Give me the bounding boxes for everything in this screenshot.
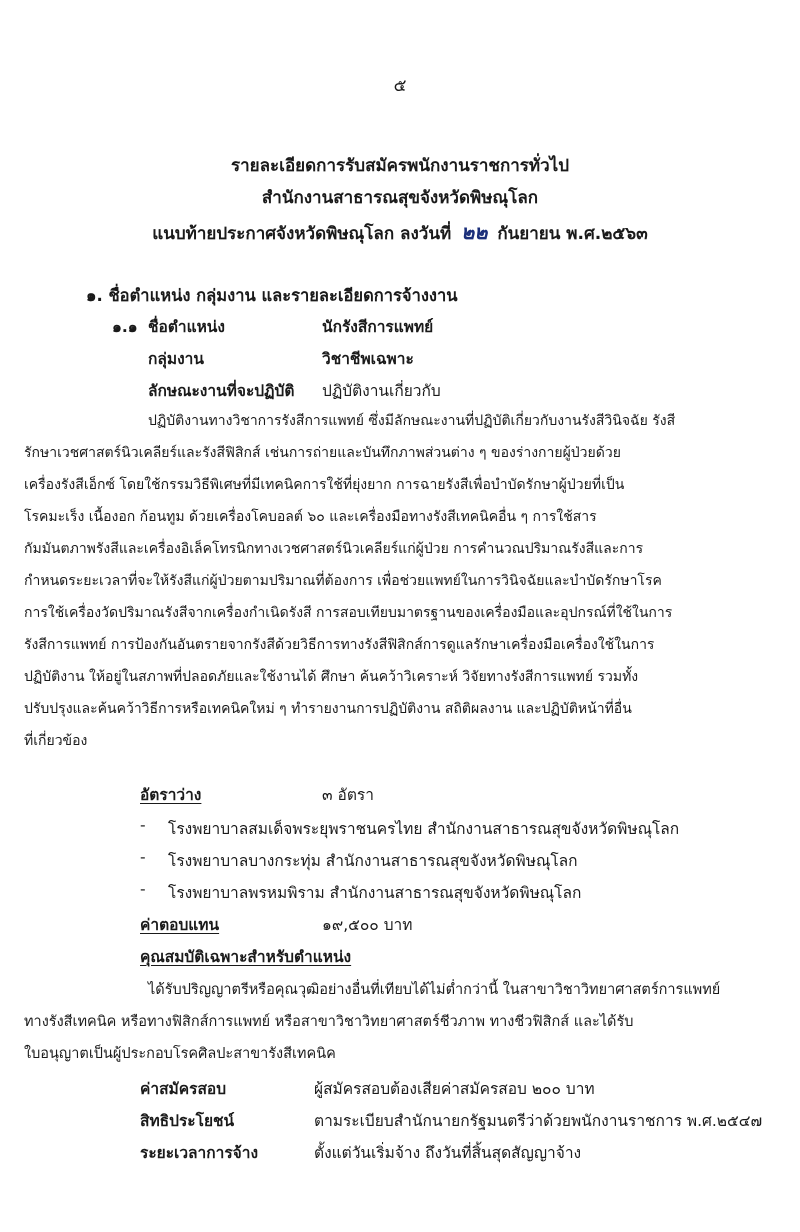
description-line: การใช้เครื่องวัดปริมาณรังสีจากเครื่องกำเนิดรังสี การสอบเทียบมาตรฐานของเครื่องมือและอุปกรณ์ที่ใช้ในการ: [24, 605, 673, 621]
vacancy-location: โรงพยาบาลสมเด็จพระยุพราชนครไทย สำนักงานสาธารณสุขจังหวัดพิษณุโลก: [168, 820, 680, 838]
description-line: รังสีการแพทย์ การป้องกันอันตรายจากรังสีด้วยวิธีการทางรังสีฟิสิกส์การดูแลรักษาเครื่องมือเครื่องใช้ในการ: [24, 637, 655, 653]
position-value: นักรังสีการแพทย์: [322, 318, 434, 336]
description-line: เครื่องรังสีเอ็กซ์ โดยใช้กรรมวิธีพิเศษที่มีเทคนิคการใช้ที่ยุ่งยาก การฉายรังสีเพื่อบำบัดรักษาผู้ป่วยที่เป็น: [24, 477, 625, 493]
description-line: ปฏิบัติงานทางวิชาการรังสีการแพทย์ ซึ่งมีลักษณะงานที่ปฏิบัติเกี่ยวกับงานรังสีวินิจฉัย รังสี: [148, 413, 676, 429]
header-date-prefix: แนบท้ายประกาศจังหวัดพิษณุโลก ลงวันที่: [152, 224, 452, 244]
description-line: กำหนดระยะเวลาที่จะให้รังสีแก่ผู้ป่วยตามปริมาณที่ต้องการ เพื่อช่วยแพทย์ในการวินิจฉัยและบำบัดรักษาโรค: [24, 573, 662, 589]
group-label: กลุ่มงาน: [148, 350, 204, 368]
description-line: โรคมะเร็ง เนื้องอก ก้อนทูม ด้วยเครื่องโคบอลต์ ๖๐ และเครื่องมือทางรังสีเทคนิคอื่น ๆ การใช้สาร: [24, 509, 597, 525]
bullet-mark: -: [140, 848, 146, 866]
duty-label: ลักษณะงานที่จะปฏิบัติ: [148, 382, 295, 400]
header-date-suffix: กันยายน พ.ศ.๒๕๖๓: [497, 224, 648, 244]
description-line: รักษาเวชศาสตร์นิวเคลียร์และรังสีฟิสิกส์ เช่นการถ่ายและบันทึกภาพส่วนต่าง ๆ ของร่างกายผู้ป่วยด้วย: [24, 445, 621, 461]
duty-value: ปฏิบัติงานเกี่ยวกับ: [322, 382, 441, 400]
subsection-number: ๑.๑: [112, 318, 138, 336]
position-label: ชื่อตำแหน่ง: [148, 318, 225, 336]
fee-label: ค่าสมัครสอบ: [140, 1080, 227, 1098]
handwritten-day: ๒๒: [461, 220, 488, 244]
bullet-mark: -: [140, 816, 146, 834]
salary-label: ค่าตอบแทน: [140, 916, 220, 934]
qualification-line: ได้รับปริญญาตรีหรือคุณวุฒิอย่างอื่นที่เทียบได้ไม่ต่ำกว่านี้ ในสาขาวิชาวิทยาศาสตร์การแพทย์: [148, 982, 721, 998]
benefit-label: สิทธิประโยชน์: [140, 1112, 235, 1130]
benefit-value: ตามระเบียบสำนักนายกรัฐมนตรีว่าด้วยพนักงานราชการ พ.ศ.๒๕๔๗: [314, 1112, 763, 1130]
bullet-mark: -: [140, 880, 146, 898]
term-label: ระยะเวลาการจ้าง: [140, 1144, 259, 1162]
salary-value: ๑๙,๕๐๐ บาท: [322, 916, 413, 934]
header-title-line1: รายละเอียดการรับสมัครพนักงานราชการทั่วไป: [230, 156, 570, 176]
vacancy-label: อัตราว่าง: [140, 786, 202, 804]
header-title-line2: สำนักงานสาธารณสุขจังหวัดพิษณุโลก: [261, 188, 539, 208]
qualification-line: ทางรังสีเทคนิค หรือทางฟิสิกส์การแพทย์ หรือสาขาวิชาวิทยาศาสตร์ชีวภาพ ทางชีวฟิสิกส์ และได้รับ: [24, 1014, 634, 1030]
description-line: ที่เกี่ยวข้อง: [24, 733, 88, 749]
group-value: วิชาชีพเฉพาะ: [322, 350, 414, 368]
description-line: กัมมันตภาพรังสีและเครื่องอิเล็คโทรนิกทางเวชศาสตร์นิวเคลียร์แก่ผู้ป่วย การคำนวณปริมาณรังสีและการ: [24, 541, 644, 557]
vacancy-location: โรงพยาบาลพรหมพิราม สำนักงานสาธารณสุขจังหวัดพิษณุโลก: [168, 884, 582, 902]
description-line: ปรับปรุงและค้นคว้าวิธีการหรือเทคนิคใหม่ ๆ ทำรายงานการปฏิบัติงาน สถิติผลงาน และปฏิบัติหน้าที่อื่น: [24, 701, 632, 717]
header-title-line3: [0, 216, 800, 248]
page-number: ๕: [393, 76, 407, 96]
fee-value: ผู้สมัครสอบต้องเสียค่าสมัครสอบ ๒๐๐ บาท: [314, 1080, 595, 1098]
qualification-label: คุณสมบัติเฉพาะสำหรับตำแหน่ง: [140, 948, 352, 966]
description-line: ปฏิบัติงาน ให้อยู่ในสภาพที่ปลอดภัยและใช้งานได้ ศึกษา ค้นคว้าวิเคราะห์ วิจัยทางรังสีการแพทย์ รวมทั้ง: [24, 669, 639, 685]
vacancy-value: ๓ อัตรา: [322, 786, 374, 804]
vacancy-location: โรงพยาบาลบางกระทุ่ม สำนักงานสาธารณสุขจังหวัดพิษณุโลก: [168, 852, 578, 870]
section-heading: ๑. ชื่อตำแหน่ง กลุ่มงาน และรายละเอียดการจ้างงาน: [86, 286, 458, 305]
term-value: ตั้งแต่วันเริ่มจ้าง ถึงวันที่สิ้นสุดสัญญาจ้าง: [314, 1144, 582, 1162]
qualification-line: ใบอนุญาตเป็นผู้ประกอบโรคศิลปะสาขารังสีเทคนิค: [24, 1046, 336, 1062]
